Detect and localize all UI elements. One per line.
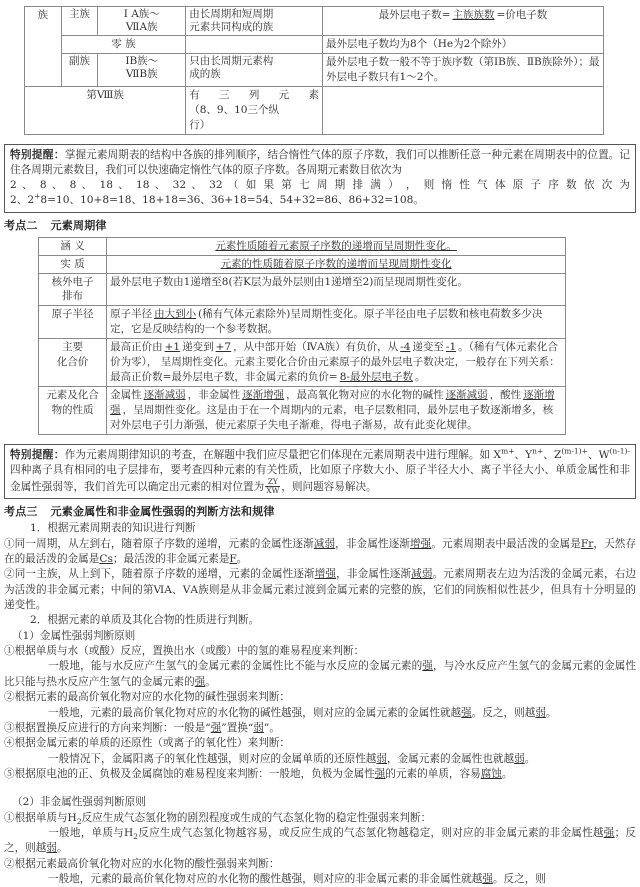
- reminder-text-2: 四种离子具有相同的电子层排布，要考查四种元素的有关性质，比如原子序数大小、原子半径大小、离子半径大小、单质金属性和非金属性强弱等，我们首先可以确定出元素的相对位置为: [10, 463, 630, 493]
- section-1a-body: [4, 659, 636, 690]
- table-row: [25, 54, 604, 87]
- reminder-label: 特别提醒：: [10, 148, 65, 161]
- group-kind-text: 副族: [68, 55, 90, 68]
- section-2b-title: ②根据元素最高价氧化物对应的水化物的酸性强弱来判断：: [4, 857, 280, 870]
- cell-composition-zero: [186, 36, 323, 54]
- cell-group-kind-viii: 第Ⅷ族: [25, 86, 186, 134]
- valence-part-8: 。（稀有气体元素化合价为零）， 呈周期性变化。元素主要化合价由元素原子的最外层电子数决定，一般存在下列关系：最高正价数=最外层电子数，非金属元素的负价=: [110, 341, 560, 383]
- sec1c-blank-1: 强: [210, 721, 222, 734]
- sec1c-part-2: ”置换“: [221, 721, 254, 734]
- sec1b-blank-1: 强: [461, 706, 472, 719]
- sec2b-part-0: 一般地，元素的最高价氧化物对应的水化物的酸性越强，则对应的非金属元素的非金属性就越: [48, 873, 483, 886]
- reminder-text-3: ，则问题容易解决。: [281, 480, 377, 493]
- group-kind-text: 主族: [68, 8, 90, 20]
- sec1d-part-4: 。: [524, 752, 536, 765]
- content-blank: 由大到小: [154, 308, 197, 321]
- section-2a-body: [4, 826, 636, 857]
- item-1b-part-2: ，非金属性逐渐: [336, 568, 412, 581]
- item-1a-part-6: ，天然存在的最活泼的金属是: [4, 537, 637, 565]
- prop-blank-1: 逐渐减弱: [143, 388, 186, 401]
- valence-blank-1: +1: [164, 341, 181, 354]
- sec2a-body-part-4: 。: [56, 842, 68, 855]
- cell-range-sub: [98, 54, 186, 87]
- content-text: 元素性质随着元素原子序数的递增而呈周期性变化。: [215, 239, 457, 252]
- sec2a-prefix: ①根据单质与H: [4, 811, 77, 824]
- periodic-law-table-wrapper: [0, 235, 640, 435]
- sec1c-part-0: ③根据置换反应进行的方向来判断：一般是“: [4, 721, 211, 734]
- sec1b-part-0: 一般地，元素的最高价氧化物对应的水化物的碱性越强，则对应的金属元素的金属性就越: [48, 706, 462, 719]
- table-row: [25, 86, 604, 134]
- paragraph-spacer: [4, 782, 636, 795]
- valence-part-2: 递变到: [182, 341, 214, 354]
- item-1a-part-0: ①同一周期，从左到右，随着原子序数的递增，元素的金属性逐渐: [4, 537, 314, 550]
- sec1d-blank-1: 弱: [376, 752, 387, 765]
- feature-blank: 主族族数: [452, 9, 495, 21]
- composition-line-2: （8、9、10三个纵: [189, 103, 279, 116]
- cell-composition-main: [186, 7, 323, 36]
- label-line-2: 化合价: [56, 356, 89, 369]
- cell-feature-viii: [323, 86, 604, 134]
- item-1b-blank-1: 增强: [314, 568, 337, 581]
- section-2b-body: [4, 872, 636, 887]
- section-2-title: （2）非金属性强弱判断原则: [12, 796, 146, 809]
- reminder-text-1: 作为元素周期律知识的考查，在解题中我们应尽量把它们体现在元素周期表中进行理解。如: [64, 448, 491, 461]
- prop-part-4: ，最高氧化物对应的水化物的碱性: [286, 388, 444, 401]
- composition-line-3: 行）: [189, 118, 211, 131]
- family-table-wrapper: [0, 0, 640, 135]
- prop-blank-3: 逐渐增强: [242, 388, 285, 401]
- row-label-atomic-radius: 原子半径: [39, 306, 107, 339]
- valence-part-6: 递变至: [412, 341, 444, 354]
- prop-blank-7: 逐渐增强: [110, 388, 555, 416]
- table-row: [39, 273, 566, 306]
- periodic-law-table: [38, 237, 566, 435]
- position-grid-bottom: XW: [266, 485, 280, 495]
- prop-part-2: ，非金属性: [187, 388, 241, 401]
- sec1b-part-4: 。: [545, 706, 557, 719]
- row-header-family: 族: [25, 7, 62, 87]
- item-1a-blank-5: Fr: [580, 537, 594, 550]
- section-heading-kaodian-3: [4, 503, 640, 519]
- section-1a-title: ①根据单质与水（或酸）反应，置换出水（或酸）中的氢的难易程度来判断：: [4, 645, 365, 658]
- composition-line-2: 元素共同构成的族: [189, 21, 274, 34]
- row-content-electron-arrangement: 最外层电子数由1递增至8(若K层为最外层则由1递增至2)而呈现周期性变化。: [107, 273, 566, 306]
- prop-blank-5: 逐渐减弱: [445, 388, 488, 401]
- cell-range-main: [98, 7, 186, 36]
- feature-prefix: 最外层电子数=: [378, 9, 451, 21]
- prop-part-8: ，呈周期性变化。这是由于在一个周期内的元素，电子层数相同，最外层电子数逐渐增多，核对外层电子引力渐强，使元素原子失电子渐难，得电子渐易，故有此变化规律。: [110, 403, 554, 431]
- sec2a-body-part-2: ；反之，则越: [4, 827, 636, 855]
- valence-blank-5: -4: [400, 341, 411, 354]
- item-1b-part-0: ②同一主族，从上到下，随着原子序数的递增，元素的金属性逐渐: [4, 568, 315, 581]
- special-reminder-box-1: [4, 144, 636, 213]
- sec2a-body-subscript: 2: [133, 832, 139, 842]
- prop-part-0: 金属性: [110, 388, 142, 401]
- kaodian-number: 考点二: [4, 218, 38, 232]
- row-content-element-properties: [107, 386, 566, 434]
- sec1e-part-2: 的元素的单质，容易: [385, 767, 481, 780]
- sec2b-blank-1: 强: [482, 873, 493, 886]
- sec1e-blank-3: 腐蚀: [480, 767, 502, 780]
- item-1a-part-8: ；最活泼的非金属元素是: [112, 552, 230, 565]
- content-prefix: 原子半径: [110, 308, 153, 321]
- row-label-valence: [39, 339, 107, 387]
- composition-line-1: 有 三 列 元 素: [189, 88, 320, 101]
- prop-part-6: ，酸性: [489, 388, 522, 401]
- item-1a-blank-9: F: [229, 552, 237, 565]
- sec1a-blank-1: 强: [422, 660, 433, 673]
- sec2a-body-blank-1: 强: [603, 827, 615, 840]
- range-line-1: ⅠB族～: [125, 55, 159, 68]
- table-row: [39, 255, 566, 273]
- row-label-element-properties: [39, 386, 107, 434]
- content-text: 元素的性质随着原子序数的递增而呈现周期性变化: [220, 257, 452, 270]
- formula-rest: 8=10、10+8=18、18+18=36、36+18=54、54+32=86、86+32=108。: [40, 194, 424, 207]
- sec1a-part-0: 一般地，能与水反应产生氢气的金属元素的金属性比不能与水反应的金属元素的: [48, 660, 423, 673]
- sec1a-part-2: ，与冷水反应产生氢气的金属元素的金属性比只能与热水反应产生氢气的金属元素的: [4, 660, 637, 688]
- feature-suffix: =价电子数: [496, 9, 548, 21]
- row-content-meaning: [107, 237, 566, 255]
- sec1e-blank-1: 强: [374, 767, 386, 780]
- cell-feature-zero: 最外层电子数均为8个（He为2个除外）: [323, 36, 604, 54]
- table-row: [39, 306, 566, 339]
- relative-position-grid: [265, 478, 280, 495]
- label-line-2: 物的性质: [51, 403, 94, 416]
- label-line-2: 排布: [62, 290, 84, 303]
- item-1a-part-4: 。元素周期表中最活泼的金属是: [431, 537, 581, 550]
- section-1-title: （1）金属性强弱判断原则: [12, 629, 136, 642]
- valence-part-0: 最高正价由: [110, 341, 163, 354]
- special-reminder-box-2: [4, 444, 636, 500]
- composition-line-1: 只由长周期元素构: [189, 55, 274, 68]
- item-1a-part-2: ，非金属性逐渐: [335, 537, 410, 550]
- cell-group-kind-sub: [61, 54, 98, 87]
- cell-group-kind-main: [61, 7, 98, 36]
- row-content-essence: [107, 255, 566, 273]
- content-suffix: (稀有气体元素除外)呈周期性变化。原子半径由电子层数和核电荷数多少决定，它是反映结构的一个参考数据。: [110, 308, 543, 336]
- table-row: [39, 237, 566, 255]
- item-1a-blank-3: 增强: [409, 537, 432, 550]
- row-label-essence: 实 质: [39, 255, 107, 273]
- sec1e-part-0: ⑤根据原电池的正、负极及金属腐蚀的难易程度来判断：一般地，负极为金属性: [4, 767, 375, 780]
- item-1a-blank-7: Cs: [99, 552, 113, 565]
- section-1b-title: ②根据元素的最高价氧化物对应的水化物的碱性强弱来判断：: [4, 691, 291, 704]
- sec1c-blank-3: 弱: [253, 721, 264, 734]
- table-row: [39, 339, 566, 387]
- cell-feature-main: [323, 7, 604, 36]
- valence-blank-9: 8-最外层电子数: [339, 370, 413, 383]
- item-1a-blank-1: 减弱: [313, 537, 336, 550]
- sec2a-body-blank-3: 弱: [46, 842, 57, 855]
- valence-blank-3: +7: [215, 341, 232, 354]
- valence-part-4: ，从中部开始（ⅣA族）有负价，从: [233, 341, 399, 354]
- sec2a-subscript: 2: [76, 816, 82, 826]
- reminder-label: 特别提醒：: [10, 448, 65, 461]
- sec1a-blank-3: 强: [194, 675, 206, 688]
- range-line-2: ⅦB族: [125, 68, 158, 81]
- table-row: [39, 386, 566, 434]
- kaodian-number: 考点三: [4, 505, 38, 519]
- label-line-1: 元素及化合: [46, 388, 99, 401]
- item-1b-blank-3: 减弱: [411, 568, 433, 581]
- composition-line-2: 成的族: [189, 68, 221, 81]
- item-1-title: 1．根据元素周期表的知识进行判断: [30, 522, 196, 535]
- formula-superscript: +: [34, 191, 41, 201]
- family-structure-table: [24, 6, 604, 135]
- label-line-1: 主要: [62, 341, 84, 354]
- sec2a-body-prefix: 一般地，单质与H: [48, 827, 134, 840]
- sec2a-body-part-0: 反应生成气态氢化物越容易，或反应生成的气态氢化物越稳定，则对应的非金属元素的非金属性越: [138, 827, 604, 840]
- sec1d-part-2: ，金属元素的金属性也就越: [387, 752, 515, 765]
- kaodian-title: 元素周期律: [50, 218, 107, 232]
- reminder-formula-line: [10, 193, 630, 208]
- item-1a-paragraph: [4, 537, 636, 568]
- item-1a-part-10: 。: [236, 552, 248, 565]
- sec2a-suffix: 反应生成气态氢化物的剧烈程度或生成的气态氢化物的稳定性强弱来判断：: [81, 811, 432, 824]
- sec1b-part-2: 。反之，则越: [471, 706, 536, 719]
- cell-composition-sub: [186, 54, 323, 87]
- sec1c-part-4: ”。: [263, 721, 280, 734]
- item-1b-part-4: 。元素周期表左边为活泼的金属元素，右边为活泼的非金属元素；中间的第ⅥA、ⅤA族则是从非金属元素过渡到金属元素的完整的族，它们的同族相似性甚少，但具有十分明显的递变性。: [4, 568, 637, 611]
- sec1a-part-4: 。: [205, 675, 216, 688]
- sec1e-part-4: 。: [501, 767, 513, 780]
- range-line-2: ⅦA族: [125, 21, 158, 34]
- sec1d-blank-3: 弱: [514, 752, 525, 765]
- row-content-atomic-radius: [107, 306, 566, 339]
- label-line-1: 核外电子: [51, 275, 94, 288]
- item-1b-paragraph: [4, 567, 636, 613]
- composition-line-1: 由长周期和短周期: [189, 8, 274, 20]
- section-heading-kaodian-2: [4, 217, 640, 233]
- section-2a-title: [4, 811, 636, 826]
- cell-feature-sub: 最外层电子数一般不等于族序数（第ⅠB族、ⅡB族除外）；最外层电子数只有1～2个。: [323, 54, 604, 87]
- table-row: [25, 7, 604, 36]
- cell-group-kind-zero: 零 族: [61, 36, 186, 54]
- row-content-valence: [107, 339, 566, 387]
- range-line-1: Ⅰ A族～: [123, 8, 160, 20]
- sec1d-part-0: 一般情况下，金属阳离子的氧化性越强，则对应的金属单质的还原性越: [48, 752, 377, 765]
- cell-composition-viii: [186, 86, 323, 134]
- position-grid-top: ZY: [265, 478, 280, 487]
- ion-notation: $X^{m+}$、$Y^{n+}$、$Z^{(m-1)+}$、$W^{(n-1)-}$: [493, 446, 631, 461]
- formula-prefix: 2、2: [10, 194, 35, 207]
- section-1d-title: ④根据金属元素的单质的还原性（或离子的氧化性）来判断：: [4, 737, 291, 750]
- reminder-text-spread: 2 、 8 、 8 、 18 、 18 、 32 、 32 （ 如 果 第 七 周 期 排 满 ） ， 则 惰 性 气 体 原 子 序 数 依 次 为: [10, 179, 630, 192]
- kaodian-title: 元素金属性和非金属性强弱的判断方法和规律: [50, 505, 275, 519]
- table-row: [25, 36, 604, 54]
- section-1d-body: [4, 752, 636, 767]
- section-1b-body: [4, 706, 636, 721]
- valence-part-10: 。: [414, 370, 426, 383]
- sec2b-part-2: 。反之，则: [492, 873, 546, 886]
- row-label-electron-arrangement: [39, 273, 107, 306]
- valence-blank-7: -1: [445, 341, 457, 354]
- section-1e-paragraph: [4, 767, 636, 782]
- sec1b-blank-3: 弱: [535, 706, 546, 719]
- section-1c-paragraph: [4, 721, 636, 736]
- row-label-meaning: 涵 义: [39, 237, 107, 255]
- item-2-title: 2．根据元素的单质及其化合物的性质进行判断。: [30, 614, 260, 627]
- reminder-text-1: 掌握元素周期表的结构中各族的排列顺序，结合惰性气体的原子序数，我们可以推断任意一种元素在周期表中的位置。记住各周期元素数目，我们可以快速确定惰性气体的原子序数。各周期元素数目依次为: [10, 148, 630, 176]
